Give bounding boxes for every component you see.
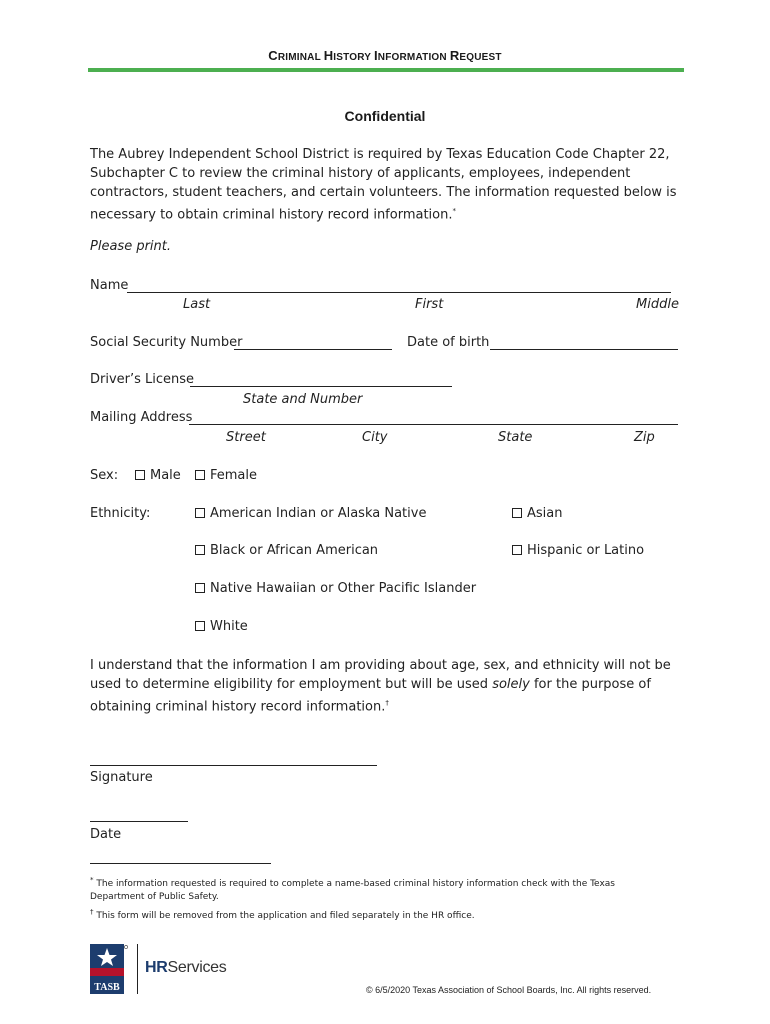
ethnicity-option-asian[interactable]: Asian [512, 506, 562, 521]
sex-option-female[interactable]: Female [195, 468, 257, 483]
title-rule [88, 68, 684, 72]
dob-label: Date of birth [407, 335, 490, 350]
checkbox-icon[interactable] [195, 508, 205, 518]
date-label: Date [90, 827, 122, 842]
ssn-label: Social Security Number [90, 335, 243, 350]
name-last-caption: Last [183, 297, 211, 312]
footnote-dagger: † This form will be removed from the application and filed separately in the HR office. [90, 908, 475, 921]
checkbox-icon[interactable] [195, 545, 205, 555]
ethnicity-option-white[interactable]: White [195, 619, 248, 634]
name-label: Name [90, 278, 129, 293]
mail-street-caption: Street [226, 430, 266, 445]
name-input-line[interactable] [127, 292, 671, 293]
footnote-star: * The information requested is required to complete a name-based criminal history information check with the Texas Department of Public Safety. [90, 876, 615, 902]
understanding-statement: I understand that the information I am providing about age, sex, and ethnicity will not be used to determine eligibility for employment but will be used solely for the purpose of obtaining criminal history record information.† [90, 658, 671, 715]
drivers-license-label: Driver’s License [90, 372, 195, 387]
mail-city-caption: City [362, 430, 388, 445]
checkbox-icon[interactable] [195, 621, 205, 631]
mail-zip-caption: Zip [634, 430, 655, 445]
checkbox-icon[interactable] [135, 470, 145, 480]
checkbox-icon[interactable] [195, 583, 205, 593]
logo-divider [137, 944, 138, 994]
signature-label: Signature [90, 770, 153, 785]
date-input-line[interactable] [90, 821, 188, 822]
checkbox-icon[interactable] [195, 470, 205, 480]
tasb-logo [90, 944, 128, 994]
mail-state-caption: State [498, 430, 533, 445]
confidential-heading: Confidential [344, 108, 426, 124]
drivers-license-input-line[interactable] [190, 386, 452, 387]
ethnicity-option-american-indian[interactable]: American Indian or Alaska Native [195, 506, 426, 521]
dob-input-line[interactable] [490, 349, 678, 350]
name-first-caption: First [415, 297, 444, 312]
ethnicity-option-hispanic[interactable]: Hispanic or Latino [512, 543, 644, 558]
ethnicity-option-black[interactable]: Black or African American [195, 543, 378, 558]
mailing-address-input-line[interactable] [189, 424, 678, 425]
intro-paragraph: The Aubrey Independent School District is required by Texas Education Code Chapter 22, Subchapter C to review the criminal history of applicants, employees, independent contractors, student teachers, and certain volunteers. The information requested below is necessary to obtain criminal history record information.* [90, 147, 677, 223]
tasb-logo-icon [90, 944, 128, 994]
sex-label: Sex: [90, 468, 119, 483]
checkbox-icon[interactable] [512, 508, 522, 518]
drivers-license-caption: State and Number [243, 392, 363, 407]
signature-input-line[interactable] [90, 765, 377, 766]
svg-text:TASB: TASB [94, 982, 120, 993]
ssn-input-line[interactable] [234, 349, 392, 350]
please-print-note: Please print. [90, 239, 171, 254]
copyright-notice: © 6/5/2020 Texas Association of School Boards, Inc. All rights reserved. [366, 985, 652, 995]
checkbox-icon[interactable] [512, 545, 522, 555]
hr-services-logo: HRServices [145, 959, 227, 976]
name-middle-caption: Middle [636, 297, 679, 312]
form-title: CRIMINAL HISTORY INFORMATION REQUEST [268, 48, 502, 63]
ethnicity-label: Ethnicity: [90, 506, 151, 521]
ethnicity-option-native-hawaiian[interactable]: Native Hawaiian or Other Pacific Islander [195, 581, 476, 596]
sex-option-male[interactable]: Male [135, 468, 181, 483]
footnote-divider [90, 863, 271, 864]
mailing-address-label: Mailing Address [90, 410, 193, 425]
